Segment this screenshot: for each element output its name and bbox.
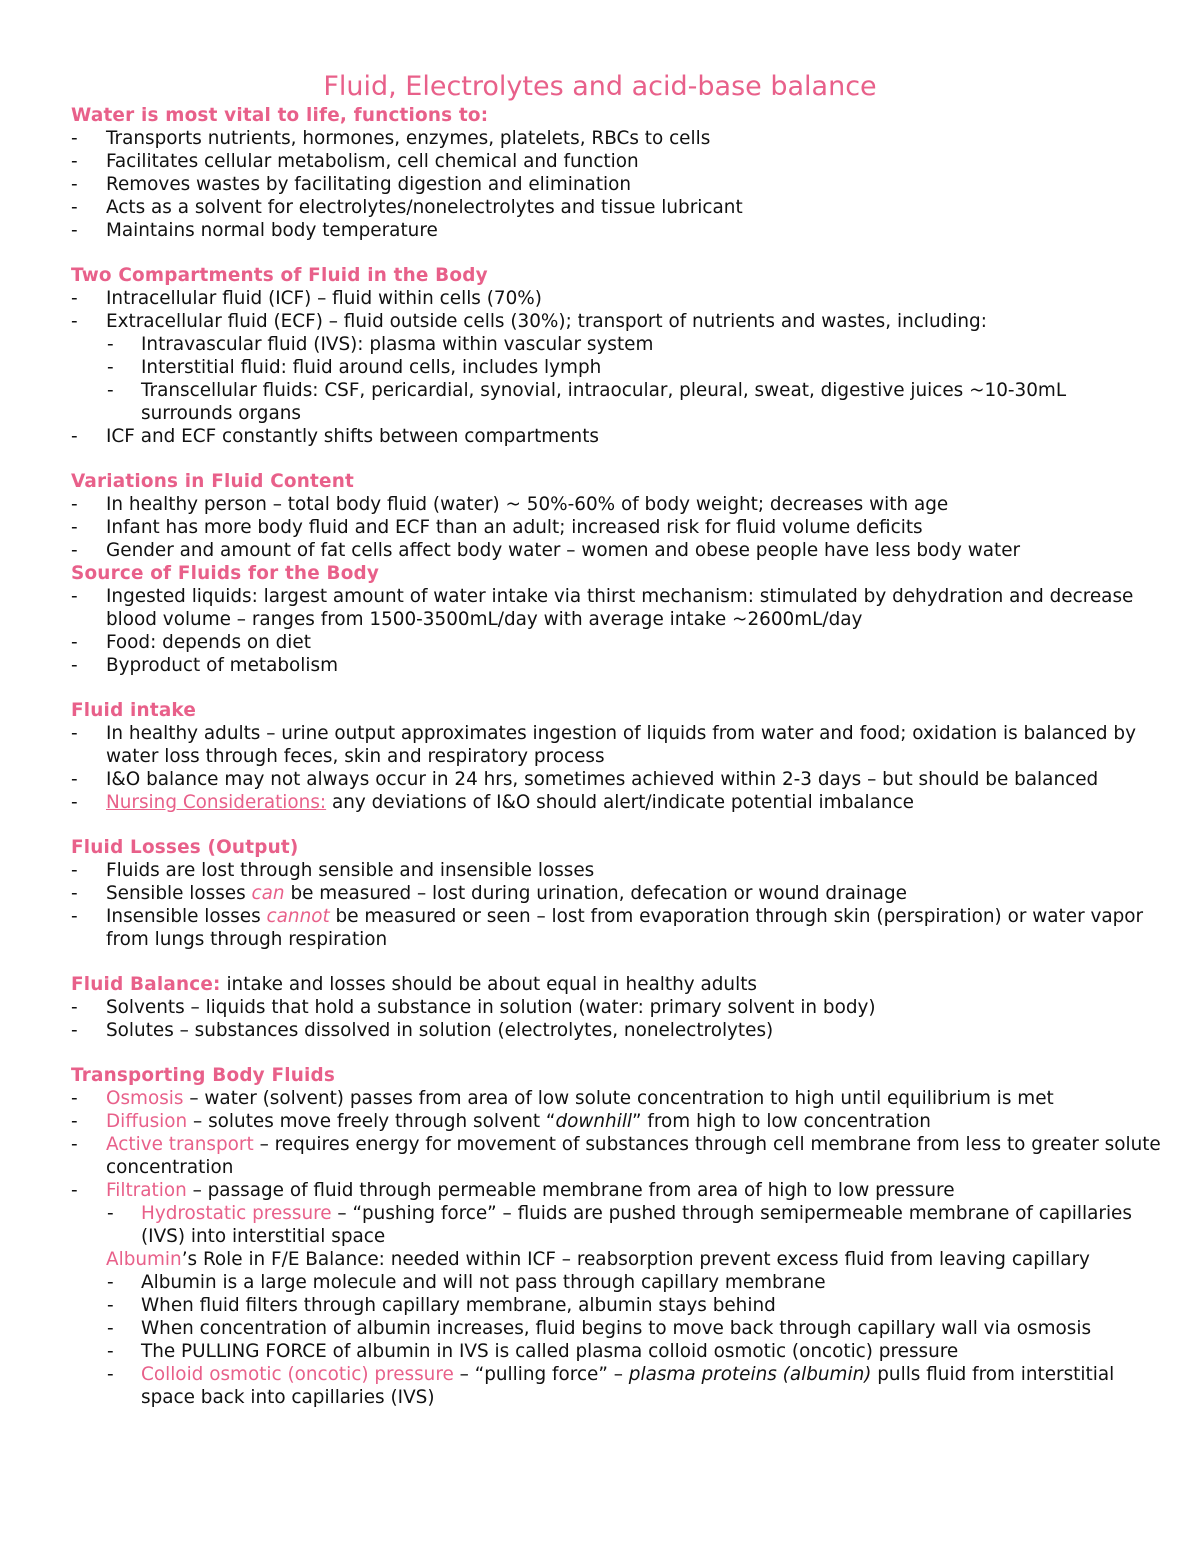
- list-item: - Solvents – liquids that hold a substance in solution (water: primary solvent in body): [71, 997, 876, 1018]
- list-item: - I&O balance may not always occur in 24 hrs, sometimes achieved within 2-3 days – but should be balanced: [71, 769, 1099, 790]
- list-item: - Diffusion – solutes move freely through solvent “downhill” from high to low concentration: [71, 1111, 931, 1132]
- list-item: - Solutes – substances dissolved in solution (electrolytes, nonelectrolytes): [71, 1020, 774, 1041]
- list-item: - Gender and amount of fat cells affect body water – women and obese people have less body water: [71, 540, 1021, 561]
- section-heading-losses: Fluid Losses (Output): [71, 837, 299, 858]
- list-item: - Infant has more body fluid and ECF than an adult; increased risk for fluid volume deficits: [71, 517, 923, 538]
- sub-list-item: - Transcellular fluids: CSF, pericardial, synovial, intraocular, pleural, sweat, digestive juices ~10-30mL surrounds organs: [107, 380, 1067, 424]
- list-item: - Fluids are lost through sensible and insensible losses: [71, 860, 595, 881]
- list-item: - Nursing Considerations: any deviations of I&O should alert/indicate potential imbalance: [71, 792, 914, 813]
- document-title: Fluid, Electrolytes and acid-base balance: [323, 71, 877, 102]
- list-item: - Insensible losses cannot be measured or seen – lost from evaporation through skin (perspiration) or water vapor from lungs through respiration: [71, 906, 1144, 950]
- list-item: - ICF and ECF constantly shifts between compartments: [71, 426, 599, 447]
- list-item: - Byproduct of metabolism: [71, 655, 339, 676]
- sub-list-item: - Intravascular fluid (IVS): plasma within vascular system: [107, 334, 654, 355]
- list-item: - Ingested liquids: largest amount of water intake via thirst mechanism: stimulated by dehydration and decrease blood volume – ranges from 1500-3500mL/day with average intake ~2600mL/day: [71, 586, 1134, 630]
- list-item: - Osmosis – water (solvent) passes from area of low solute concentration to high until equilibrium is met: [71, 1088, 1054, 1109]
- sub-list-item: - Colloid osmotic (oncotic) pressure – “pulling force” – plasma proteins (albumin) pulls fluid from interstitial space back into capillaries (IVS): [107, 1364, 1115, 1408]
- sub-list-item: - Albumin is a large molecule and will not pass through capillary membrane: [107, 1272, 826, 1293]
- list-item: - Transports nutrients, hormones, enzymes, platelets, RBCs to cells: [71, 128, 711, 149]
- section-heading-transport: Transporting Body Fluids: [71, 1065, 336, 1086]
- section-heading-intake: Fluid intake: [71, 700, 197, 721]
- list-item: - Extracellular fluid (ECF) – fluid outside cells (30%); transport of nutrients and wastes, including:: [71, 311, 987, 332]
- list-item: - Active transport – requires energy for movement of substances through cell membrane from less to greater solute concentration: [71, 1134, 1161, 1178]
- list-item: - Intracellular fluid (ICF) – fluid within cells (70%): [71, 288, 542, 309]
- list-item: - Acts as a solvent for electrolytes/nonelectrolytes and tissue lubricant: [71, 197, 743, 218]
- list-item: - Facilitates cellular metabolism, cell chemical and function: [71, 151, 639, 172]
- list-item: - Food: depends on diet: [71, 632, 311, 653]
- sub-list-item: - Interstitial fluid: fluid around cells, includes lymph: [107, 357, 602, 378]
- section-heading-sources: Source of Fluids for the Body: [71, 563, 380, 584]
- document-body: [71, 104, 1161, 1409]
- section-heading-variations: Variations in Fluid Content: [71, 471, 354, 492]
- sub-list-item: - When fluid filters through capillary membrane, albumin stays behind: [107, 1295, 776, 1316]
- section-heading-compartments: Two Compartments of Fluid in the Body: [71, 265, 488, 286]
- nursing-considerations-label: Nursing Considerations:: [106, 792, 327, 813]
- sub-list-item: - The PULLING FORCE of albumin in IVS is called plasma colloid osmotic (oncotic) pressure: [107, 1341, 959, 1362]
- sub-list-item: - Hydrostatic pressure – “pushing force” – fluids are pushed through semipermeable membrane of capillaries (IVS) into interstitial space: [107, 1203, 1132, 1247]
- list-item: - In healthy person – total body fluid (water) ~ 50%-60% of body weight; decreases with age: [71, 494, 949, 515]
- albumin-paragraph: Albumin’s Role in F/E Balance: needed within ICF – reabsorption prevent excess fluid from leaving capillary: [106, 1249, 1090, 1270]
- list-item: - Sensible losses can be measured – lost during urination, defecation or wound drainage: [71, 883, 907, 904]
- list-item: - Removes wastes by facilitating digestion and elimination: [71, 174, 632, 195]
- section-heading-water: Water is most vital to life, functions to:: [71, 105, 489, 126]
- sub-list-item: - When concentration of albumin increases, fluid begins to move back through capillary wall via osmosis: [107, 1318, 1092, 1339]
- list-item: - Maintains normal body temperature: [71, 220, 438, 241]
- list-item: - In healthy adults – urine output approximates ingestion of liquids from water and food; oxidation is balanced by water loss through feces, skin and respiratory process: [71, 723, 1136, 767]
- section-heading-balance: Fluid Balance: intake and losses should be about equal in healthy adults: [71, 974, 757, 995]
- list-item: - Filtration – passage of fluid through permeable membrane from area of high to low pressure: [71, 1180, 955, 1201]
